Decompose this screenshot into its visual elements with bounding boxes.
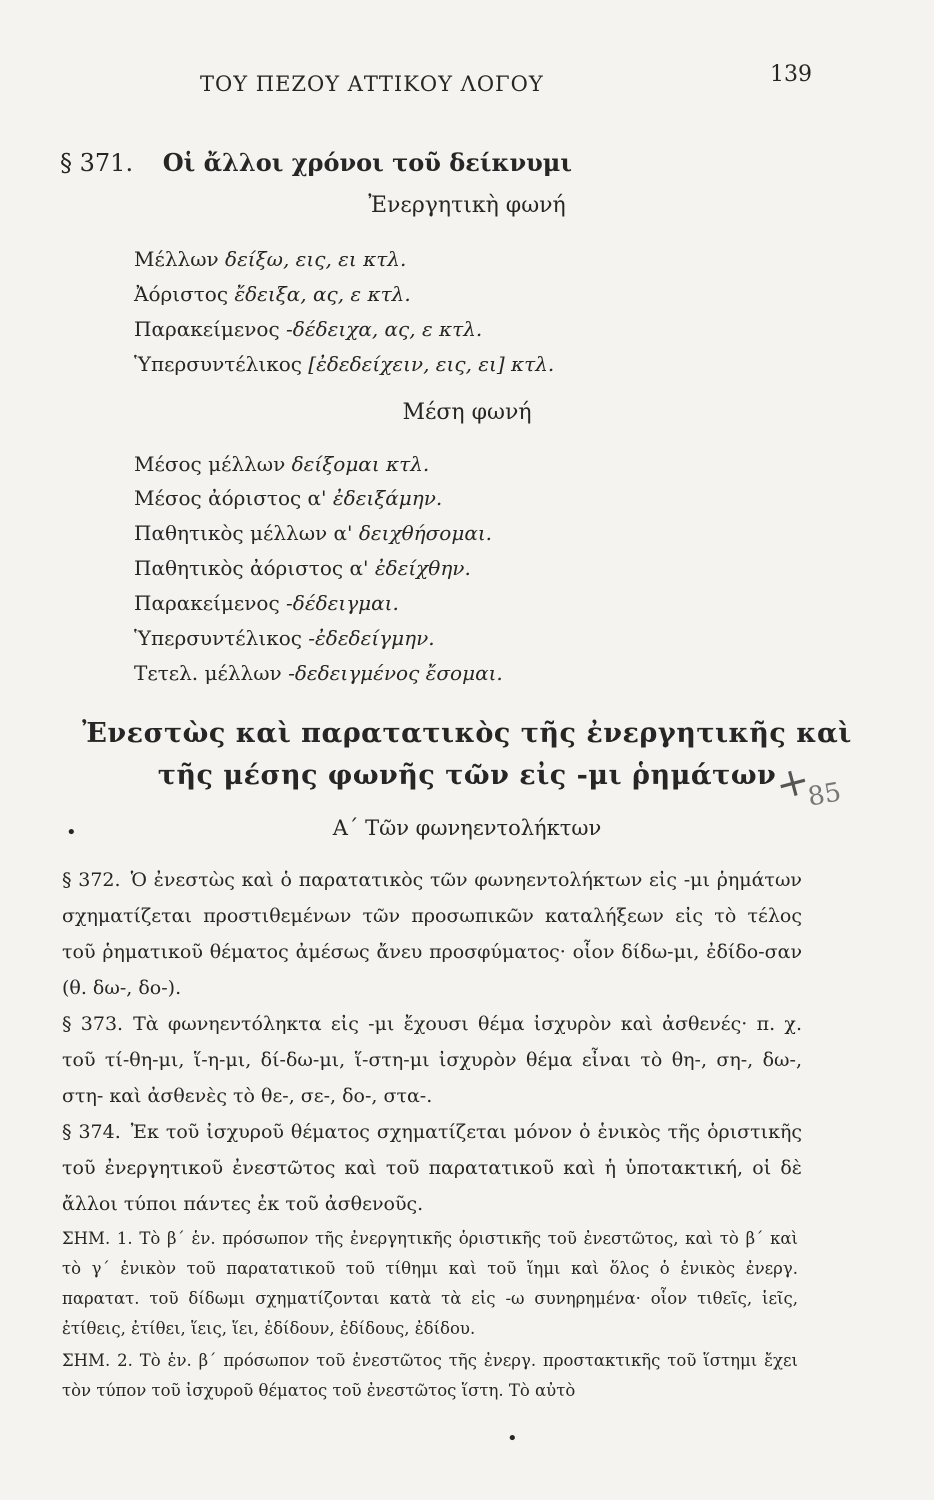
margin-handwritten-note: 85 <box>805 777 844 813</box>
section-number: § 373. <box>62 1013 124 1035</box>
chapter-heading-line-1: Ἐνεστὼς καὶ παρατατικὸς τῆς ἐνεργητικῆς καὶ <box>82 718 852 749</box>
conjugation-line: Παθητικὸς μέλλων α' δειχθήσομαι. <box>134 521 493 545</box>
page-number: 139 <box>770 62 812 87</box>
bottom-mark: • <box>507 1428 518 1449</box>
paragraph-373 <box>62 1006 802 1114</box>
subheading: Α΄ Τῶν φωνηεντολήκτων <box>332 816 602 840</box>
conjugation-line: Μέσος ἀόριστος α' ἐδειξάμην. <box>134 486 443 510</box>
conjugation-line: Ἀόριστος ἔδειξα, ας, ε κτλ. <box>134 282 411 306</box>
paragraph-text: Ὁ ἐνεστὼς καὶ ὁ παρατατικὸς τῶν φωνηεντολήκτων εἰς -μι ῥημάτων σχηματίζεται προστιθεμένων τῶν προσωπικῶν καταλήξεων εἰς τὸ τέλος τοῦ ῥηματικοῦ θέματος ἀμέσως ἄνευ προσφύματος· οἷον δίδω-μι, ἐδίδο-σαν (θ. δω-, δο-). <box>62 869 802 999</box>
section-number: § 374. <box>62 1121 121 1143</box>
paragraph-text: Ἐκ τοῦ ἰσχυροῦ θέματος σχηματίζεται μόνον ὁ ἑνικὸς τῆς ὁριστικῆς τοῦ ἐνεργητικοῦ ἐνεστῶτος καὶ τοῦ παρατατικοῦ καὶ ἡ ὑποτακτική, οἱ δὲ ἄλλοι τύποι πάντες ἐκ τοῦ ἀσθενοῦς. <box>62 1121 802 1215</box>
section-number: § 371. <box>60 149 134 177</box>
conjugation-line: Ὑπερσυντέλικος -ἐδεδείγμην. <box>134 626 435 650</box>
margin-cross-mark: + <box>770 756 815 810</box>
chapter-heading-line-2: τῆς μέσης φωνῆς τῶν εἰς -μι ῥημάτων <box>157 760 777 791</box>
conjugation-line: Παρακείμενος -δέδειχα, ας, ε κτλ. <box>134 317 483 341</box>
conjugation-line: Τετελ. μέλλων -δεδειγμένος ἔσομαι. <box>134 661 503 685</box>
paragraph-374 <box>62 1114 802 1222</box>
active-voice-heading: Ἐνεργητικὴ φωνή <box>368 193 566 218</box>
paragraph-372 <box>62 862 802 1006</box>
note-1: ΣΗΜ. 1. Τὸ β΄ ἑν. πρόσωπον τῆς ἐνεργητικῆς ὁριστικῆς τοῦ ἐνεστῶτος, καὶ τὸ β΄ καὶ τὸ γ΄ ἑνικὸν τοῦ παρατατικοῦ τοῦ τίθημι καὶ τοῦ ἵημι καὶ ὅλος ὁ ἑνικὸς ἐνεργ. παρατατ. τοῦ δίδωμι σχηματίζονται κατὰ τὰ εἰς -ω συνηρημένα· οἷον τιθεῖς, ἱεῖς, ἐτίθεις, ἐτίθει, ἵεις, ἵει, ἐδίδουν, ἐδίδους, ἐδίδου. <box>62 1229 798 1338</box>
note-2: ΣΗΜ. 2. Τὸ ἑν. β΄ πρόσωπον τοῦ ἐνεστῶτος τῆς ἐνεργ. προστακτικῆς τοῦ ἵστημι ἔχει τὸν τύπον τοῦ ἰσχυροῦ θέματος τοῦ ἐνεστῶτος ἵστη. Τὸ αὐτὸ <box>62 1351 798 1400</box>
middle-voice-heading: Μέση φωνή <box>402 400 532 425</box>
stray-bullet: • <box>66 822 77 843</box>
conjugation-line: Παθητικὸς ἀόριστος α' ἐδείχθην. <box>134 556 471 580</box>
paragraph-text: Τὰ φωνηεντόληκτα εἰς -μι ἔχουσι θέμα ἰσχυρὸν καὶ ἀσθενές· π. χ. τοῦ τί-θη-μι, ἵ-η-μι, δί-δω-μι, ἵ-στη-μι ἰσχυρὸν θέμα εἶναι τὸ θη-, ση-, δω-, στη- καὶ ἀσθενὲς τὸ θε-, σε-, δο-, στα-. <box>62 1013 802 1107</box>
conjugation-line: Ὑπερσυντέλικος [ἐδεδείχειν, εις, ει] κτλ. <box>134 352 555 376</box>
conjugation-line: Μέλλων δείξω, εις, ει κτλ. <box>134 247 407 271</box>
section-371-title-line <box>60 148 572 177</box>
section-title: Οἱ ἄλλοι χρόνοι τοῦ δείκνυμι <box>162 148 572 177</box>
conjugation-line: Παρακείμενος -δέδειγμαι. <box>134 591 399 615</box>
running-title: ΤΟΥ ΠΕΖΟΥ ΑΤΤΙΚΟΥ ΛΟΓΟΥ <box>200 72 544 96</box>
section-number: § 372. <box>62 869 121 891</box>
conjugation-line: Μέσος μέλλων δείξομαι κτλ. <box>134 452 430 476</box>
